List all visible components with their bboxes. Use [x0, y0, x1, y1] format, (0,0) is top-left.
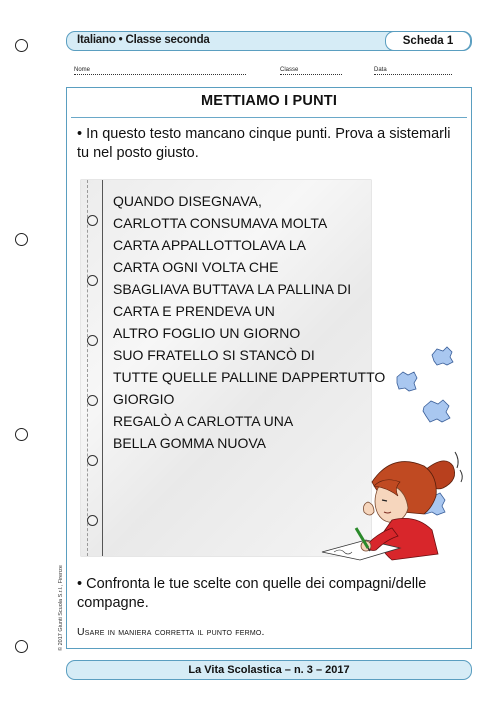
text-line: CARTA OGNI VOLTA CHE	[113, 259, 279, 275]
text-line: QUANDO DISEGNAVA,	[113, 193, 262, 209]
followup-text: • Confronta le tue scelte con quelle dei compagni/delle compagne.	[77, 576, 427, 611]
subject-label: Italiano • Classe seconda	[77, 34, 210, 46]
footer-bar: La Vita Scolastica – n. 3 – 2017	[66, 660, 472, 680]
text-line: ALTRO FOGLIO UN GIORNO	[113, 325, 301, 341]
text-line: REGALÒ A CARLOTTA UNA	[113, 413, 294, 429]
objective-note: Usare in maniera corretta il punto fermo.	[77, 626, 265, 638]
sheet-label: Scheda 1	[385, 31, 471, 51]
paper-ball-icon	[432, 347, 453, 365]
name-label: Nome	[74, 67, 91, 73]
text-line: GIORGIO	[113, 391, 175, 407]
text-line: CARTA E PRENDEVA UN	[113, 303, 275, 319]
date-label: Data	[374, 67, 387, 73]
text-line: CARLOTTA CONSUMAVA MOLTA	[113, 215, 328, 231]
copyright-notice: © 2017 Giunti Scuola S.r.l., Firenze	[58, 565, 64, 651]
paper-ball-icon	[423, 400, 450, 422]
exercise-title: METTIAMO I PUNTI	[200, 93, 338, 109]
paper-ball-icon	[397, 372, 417, 391]
text-line: SBAGLIAVA BUTTAVA LA PALLINA DI	[113, 281, 352, 297]
text-line: BELLA GOMMA NUOVA	[113, 435, 267, 451]
text-line: SUO FRATELLO SI STANCÒ DI	[113, 347, 315, 363]
text-line: CARTA APPALLOTTOLAVA LA	[113, 237, 306, 253]
instruction-text: • In questo testo mancano cinque punti. Prova a sistemarli tu nel posto giusto.	[77, 126, 451, 161]
class-label: Classe	[280, 67, 299, 73]
text-line: TUTTE QUELLE PALLINE DAPPERTUTTO	[113, 369, 386, 385]
